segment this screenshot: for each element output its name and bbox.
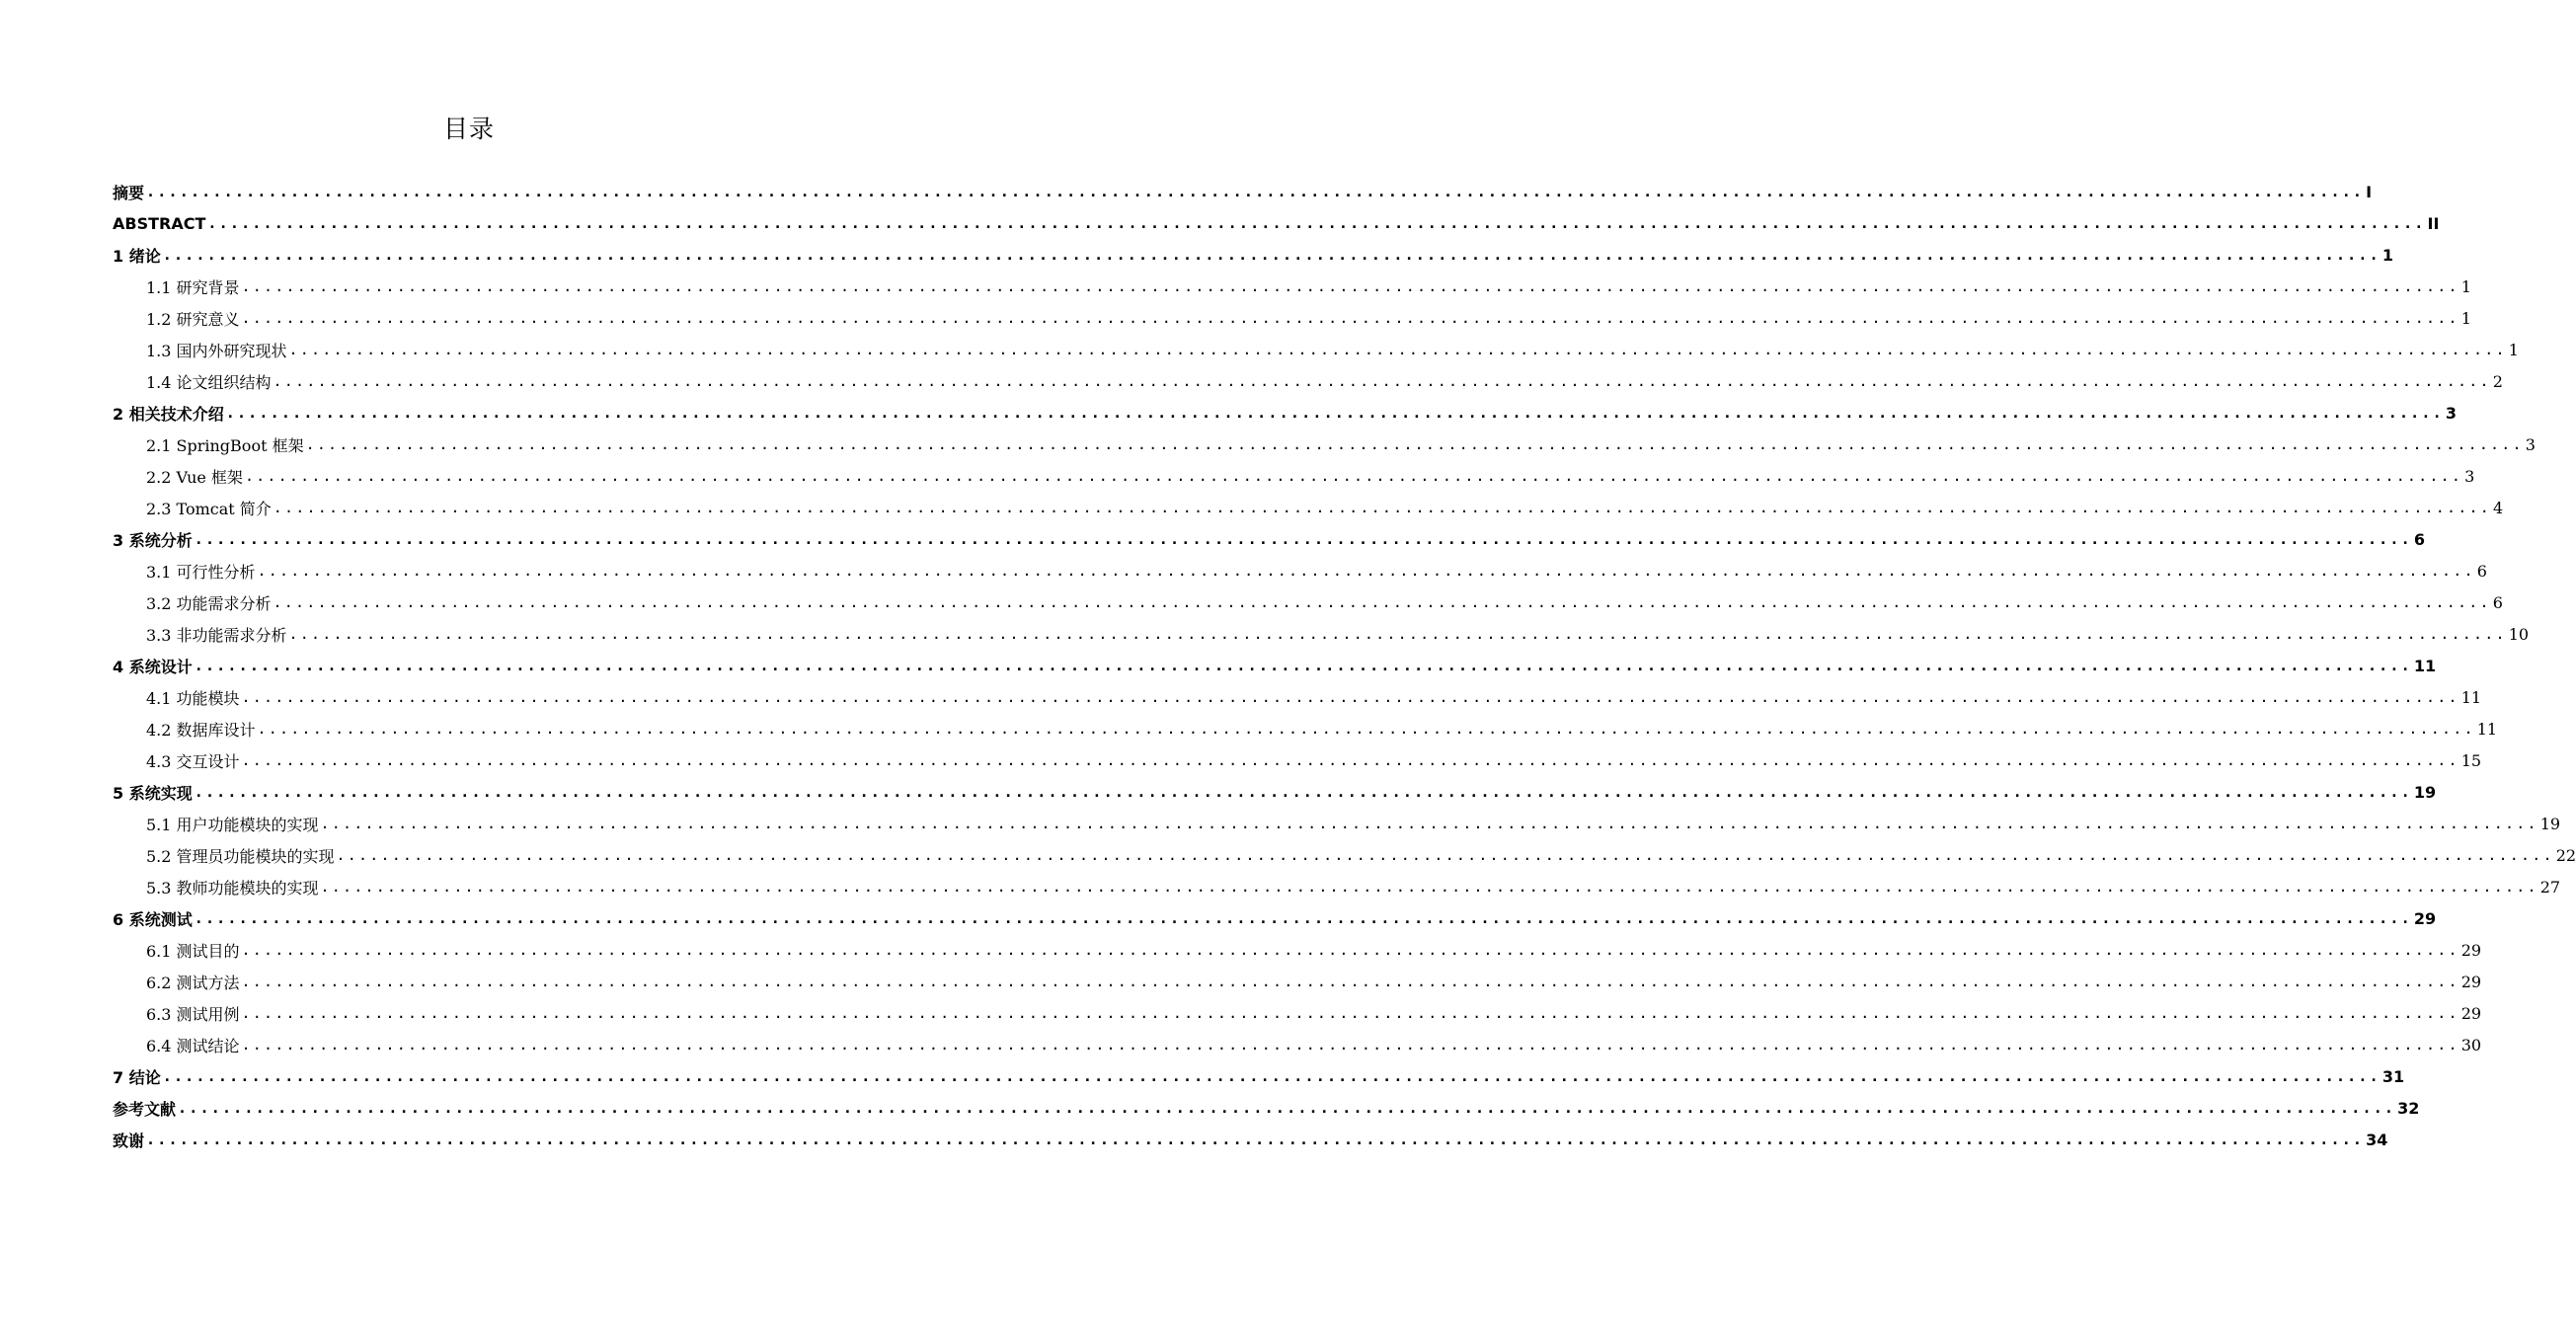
toc-entry-label: 4 系统设计	[113, 657, 193, 676]
toc-entry[interactable]	[113, 681, 2482, 713]
toc-entry[interactable]	[113, 650, 2437, 681]
toc-dot-leader: ........................................................................................................................................................................................................	[194, 783, 2412, 801]
toc-entry[interactable]	[113, 618, 2530, 650]
toc-entry-page: 29	[2460, 940, 2482, 960]
toc-entry[interactable]	[113, 997, 2482, 1029]
toc-entry-page: 15	[2460, 750, 2482, 770]
toc-entry-label: 1.1 研究背景	[146, 277, 240, 297]
toc-entry-page: 1	[2508, 340, 2519, 359]
toc-entry[interactable]	[113, 808, 2561, 839]
toc-dot-leader: ........................................................................................................................................................................................................	[273, 499, 2491, 516]
toc-entry[interactable]	[113, 966, 2482, 997]
toc-entry-page: 19	[2413, 782, 2437, 802]
toc-entry-page: 10	[2508, 624, 2530, 644]
toc-entry-label: 3 系统分析	[113, 530, 193, 550]
toc-entry-label: 6.3 测试用例	[146, 1004, 240, 1024]
toc-entry-label: 2.2 Vue 框架	[146, 467, 243, 487]
toc-entry-page: 11	[2413, 656, 2437, 675]
toc-entry-page: 6	[2413, 529, 2426, 549]
toc-entry-page: 29	[2460, 1003, 2482, 1023]
toc-entry[interactable]	[113, 271, 2471, 302]
toc-entry-page: 32	[2397, 1098, 2420, 1118]
toc-dot-leader: ........................................................................................................................................................................................................	[194, 909, 2412, 927]
toc-entry-label: 4.3 交互设计	[146, 751, 240, 771]
toc-entry[interactable]	[113, 397, 2458, 429]
toc-dot-leader: ........................................................................................................................................................................................................	[336, 846, 2554, 864]
toc-entry[interactable]	[113, 934, 2482, 966]
toc-entry[interactable]	[113, 839, 2576, 871]
toc-entry-label: 参考文献	[113, 1099, 177, 1119]
toc-dot-leader: ........................................................................................................................................................................................................	[244, 467, 2463, 485]
toc-entry-label: 5.1 用户功能模块的实现	[146, 815, 319, 834]
toc-dot-leader: ........................................................................................................................................................................................................	[241, 941, 2459, 959]
toc-entry[interactable]	[113, 207, 2440, 239]
toc-entry-page: 3	[2464, 466, 2475, 486]
toc-entry-page: 30	[2460, 1035, 2482, 1054]
toc-entry-label: 1 绪论	[113, 246, 161, 266]
toc-entry-label: 1.2 研究意义	[146, 309, 240, 329]
toc-entry[interactable]	[113, 176, 2373, 207]
toc-entry[interactable]	[113, 713, 2498, 744]
toc-dot-leader: ........................................................................................................................................................................................................	[320, 878, 2538, 896]
toc-entry-page: 11	[2460, 687, 2482, 707]
toc-dot-leader: ........................................................................................................................................................................................................	[257, 562, 2475, 580]
toc-dot-leader: ........................................................................................................................................................................................................	[146, 1131, 2365, 1148]
toc-entry[interactable]	[113, 429, 2536, 460]
toc-entry[interactable]	[113, 776, 2437, 808]
toc-entry-label: 6.1 测试目的	[146, 941, 240, 961]
toc-entry-page: 29	[2413, 908, 2437, 928]
toc-dot-leader: ........................................................................................................................................................................................................	[225, 404, 2444, 422]
toc-entry-page: 11	[2476, 719, 2498, 739]
toc-dot-leader: ........................................................................................................................................................................................................	[257, 720, 2475, 738]
toc-entry[interactable]	[113, 492, 2504, 523]
table-of-contents	[113, 176, 2576, 1155]
toc-entry-label: 6.4 测试结论	[146, 1036, 240, 1055]
toc-entry-page: 4	[2492, 498, 2504, 517]
toc-entry-page: 29	[2460, 972, 2482, 991]
toc-entry[interactable]	[113, 239, 2394, 271]
toc-dot-leader: ........................................................................................................................................................................................................	[241, 309, 2459, 327]
toc-entry-label: 1.4 论文组织结构	[146, 372, 272, 392]
toc-dot-leader: ........................................................................................................................................................................................................	[273, 372, 2491, 390]
toc-dot-leader: ........................................................................................................................................................................................................	[241, 1036, 2459, 1054]
toc-entry-label: 6 系统测试	[113, 909, 193, 929]
toc-dot-leader: ........................................................................................................................................................................................................	[241, 688, 2459, 706]
toc-entry[interactable]	[113, 744, 2482, 776]
toc-dot-leader: ........................................................................................................................................................................................................	[162, 246, 2381, 264]
toc-entry-page: 6	[2492, 592, 2503, 612]
toc-entry[interactable]	[113, 1029, 2482, 1060]
toc-entry-page: 34	[2366, 1130, 2388, 1149]
toc-entry[interactable]	[113, 1092, 2420, 1124]
toc-dot-leader: ........................................................................................................................................................................................................	[241, 1004, 2459, 1022]
toc-entry-page: 22	[2555, 845, 2576, 865]
toc-dot-leader: ........................................................................................................................................................................................................	[320, 815, 2538, 832]
toc-entry-label: 7 结论	[113, 1067, 161, 1087]
toc-dot-leader: ........................................................................................................................................................................................................	[194, 530, 2412, 548]
toc-entry-label: 致谢	[113, 1131, 145, 1150]
toc-entry-page: 27	[2539, 877, 2561, 897]
toc-entry-page: 3	[2445, 403, 2458, 423]
toc-dot-leader: ........................................................................................................................................................................................................	[241, 751, 2459, 769]
toc-dot-leader: ........................................................................................................................................................................................................	[273, 593, 2491, 611]
toc-dot-leader: ........................................................................................................................................................................................................	[146, 183, 2365, 200]
toc-entry-label: 5.2 管理员功能模块的实现	[146, 846, 335, 866]
toc-entry-label: 6.2 测试方法	[146, 973, 240, 992]
toc-entry-label: 2.3 Tomcat 简介	[146, 499, 272, 518]
toc-entry[interactable]	[113, 902, 2437, 934]
toc-entry[interactable]	[113, 334, 2519, 365]
toc-entry-label: 5 系统实现	[113, 783, 193, 803]
toc-entry-page: 3	[2525, 434, 2536, 454]
toc-entry-label: 5.3 教师功能模块的实现	[146, 878, 319, 898]
toc-entry-page: II	[2427, 213, 2440, 233]
toc-entry-page: 1	[2460, 308, 2471, 328]
toc-entry-label: 4.2 数据库设计	[146, 720, 256, 740]
toc-entry-page: 2	[2492, 371, 2503, 391]
toc-entry[interactable]	[113, 871, 2561, 902]
toc-entry-page: 31	[2381, 1066, 2405, 1086]
toc-dot-leader: ........................................................................................................................................................................................................	[288, 625, 2507, 643]
toc-entry[interactable]	[113, 1124, 2388, 1155]
toc-dot-leader: ........................................................................................................................................................................................................	[241, 973, 2459, 990]
toc-dot-leader: ........................................................................................................................................................................................................	[288, 341, 2507, 358]
toc-entry-label: 1.3 国内外研究现状	[146, 341, 287, 360]
toc-entry[interactable]	[113, 523, 2426, 555]
toc-dot-leader: ........................................................................................................................................................................................................	[194, 657, 2412, 674]
toc-entry[interactable]	[113, 555, 2487, 586]
toc-entry-label: 4.1 功能模块	[146, 688, 240, 708]
toc-entry[interactable]	[113, 586, 2503, 618]
toc-dot-leader: ........................................................................................................................................................................................................	[207, 214, 2426, 232]
page-title: 目录	[442, 115, 495, 143]
toc-entry-label: 3.1 可行性分析	[146, 562, 256, 582]
toc-entry-page: 6	[2476, 561, 2487, 581]
toc-entry[interactable]	[113, 302, 2471, 334]
toc-entry[interactable]	[113, 460, 2475, 492]
toc-entry-page: 1	[2460, 276, 2471, 296]
toc-entry-page: 19	[2539, 814, 2561, 833]
toc-entry[interactable]	[113, 365, 2503, 397]
toc-entry[interactable]	[113, 1060, 2405, 1092]
toc-entry-page: I	[2366, 182, 2373, 201]
toc-entry-label: 2.1 SpringBoot 框架	[146, 435, 304, 455]
toc-entry-label: 3.3 非功能需求分析	[146, 625, 287, 645]
toc-entry-label: 摘要	[113, 183, 145, 202]
toc-entry-label: ABSTRACT	[113, 213, 206, 233]
toc-entry-page: 1	[2381, 245, 2394, 265]
toc-dot-leader: ........................................................................................................................................................................................................	[241, 277, 2459, 295]
toc-dot-leader: ........................................................................................................................................................................................................	[162, 1067, 2381, 1085]
toc-entry-label: 3.2 功能需求分析	[146, 593, 272, 613]
toc-dot-leader: ........................................................................................................................................................................................................	[178, 1099, 2396, 1117]
toc-dot-leader: ........................................................................................................................................................................................................	[305, 435, 2524, 453]
toc-entry-label: 2 相关技术介绍	[113, 404, 224, 424]
